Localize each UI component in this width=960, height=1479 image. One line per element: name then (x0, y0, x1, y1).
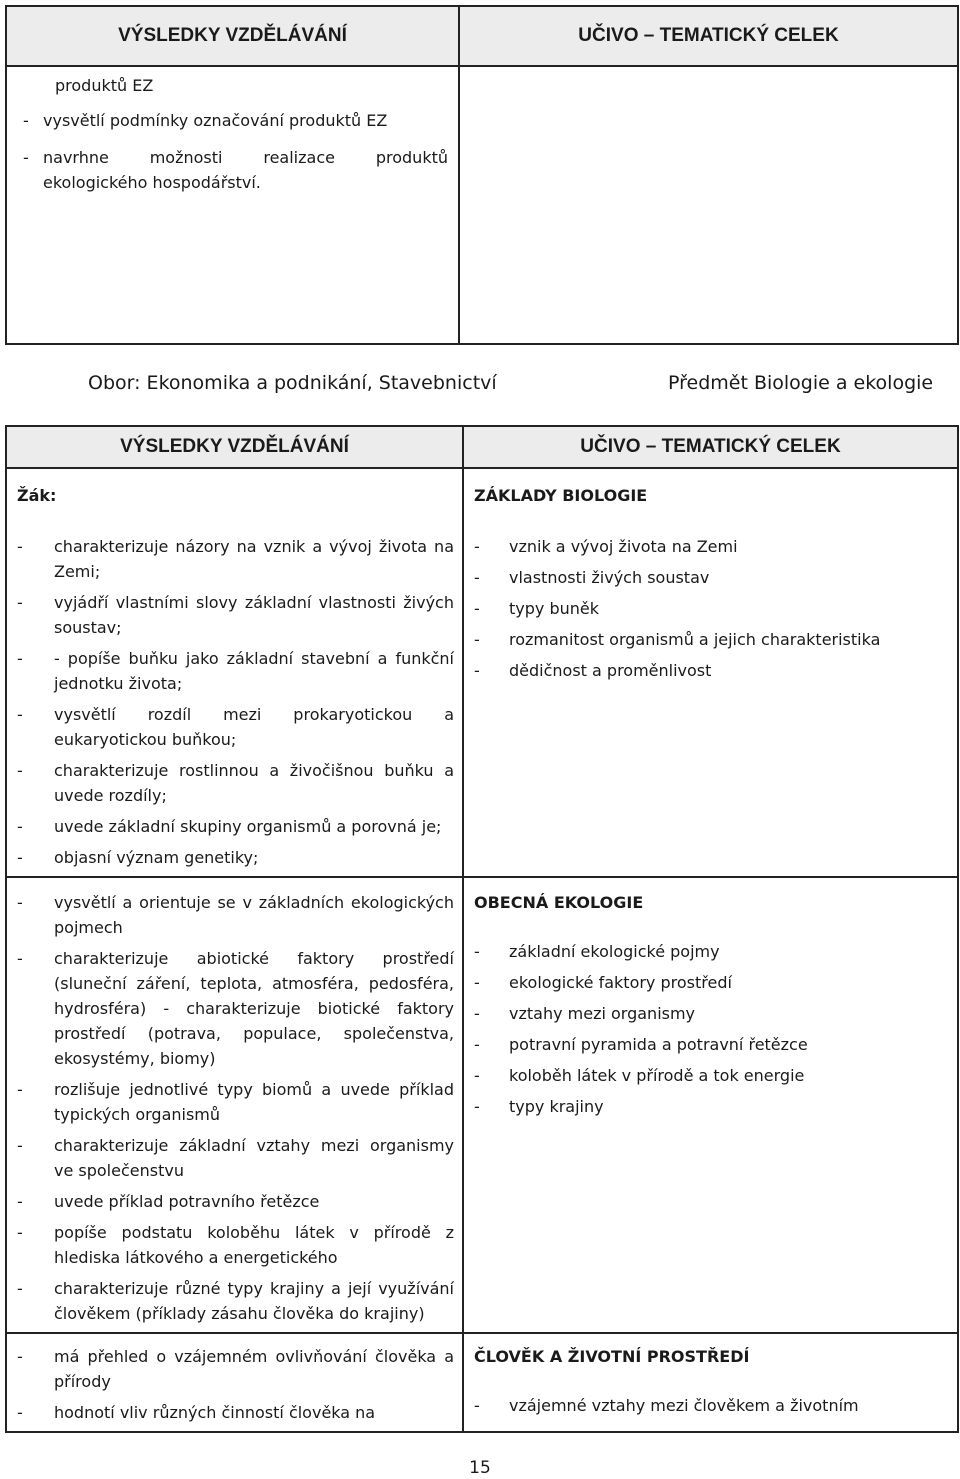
bullet-dash: - (474, 1066, 480, 1085)
list-item (17, 845, 454, 870)
list-item-text: vyjádří vlastními slovy základní vlastnosti živých soustav; (54, 593, 454, 637)
list-item (474, 534, 949, 559)
list-item-text: uvede základní skupiny organismů a porovná je; (54, 817, 442, 836)
field-of-study: Obor: Ekonomika a podnikání, Stavebnictví (88, 372, 497, 394)
list-item-text: potravní pyramida a potravní řetězce (509, 1035, 808, 1054)
list-item-text: - popíše buňku jako základní stavební a funkční jednotku života; (54, 649, 454, 693)
list-item-text: charakterizuje základní vztahy mezi organismy ve společenstvu (54, 1136, 454, 1180)
list-item (17, 590, 454, 640)
list-item-text: koloběh látek v přírodě a tok energie (509, 1066, 805, 1085)
page-number: 15 (469, 1458, 491, 1478)
list-item-text: objasní význam genetiky; (54, 848, 259, 867)
list-item (474, 1001, 949, 1026)
list-item-text: ekologické faktory prostředí (509, 973, 732, 992)
bullet-dash: - (17, 649, 23, 668)
list-item (474, 970, 949, 995)
bullet-dash: - (474, 1035, 480, 1054)
header-results: VÝSLEDKY VZDĚLÁVÁNÍ (6, 426, 463, 468)
list-item-text: typy krajiny (509, 1097, 604, 1116)
bullet-dash: - (474, 942, 480, 961)
bullet-dash: - (17, 1136, 23, 1155)
list-item-text: charakterizuje abiotické faktory prostředí (sluneční záření, teplota, atmosféra, pedosféra, hydrosféra) - charakterizuje biotické faktory prostředí (potrava, populace, společenstva, ekosystémy, biomy) (54, 949, 454, 1068)
list-item-text: vznik a vývoj života na Zemi (509, 537, 738, 556)
basics-left-cell (6, 468, 463, 877)
list-item-text: charakterizuje různé typy krajiny a její využívání člověkem (příklady zásahu člověka do krajiny) (54, 1279, 454, 1323)
list-item-text: charakterizuje rostlinnou a živočišnou buňku a uvede rozdíly; (54, 761, 454, 805)
subject-title: Předmět Biologie a ekologie (668, 372, 934, 394)
header-curriculum: UČIVO – TEMATICKÝ CELEK (463, 426, 958, 468)
section-title: OBECNÁ EKOLOGIE (474, 893, 644, 912)
list-item (474, 1063, 949, 1088)
list-item (17, 1344, 454, 1394)
bullet-dash: - (17, 1403, 23, 1422)
list-item-text: typy buněk (509, 599, 599, 618)
list-item-text: rozmanitost organismů a jejich charakteristika (509, 630, 881, 649)
list-item (474, 596, 949, 621)
list-item-text: uvede příklad potravního řetězce (54, 1192, 320, 1211)
list-item-text: vysvětlí a orientuje se v základních ekologických pojmech (54, 893, 454, 937)
bullet-dash: - (474, 1004, 480, 1023)
section-title: ČLOVĚK A ŽIVOTNÍ PROSTŘEDÍ (474, 1347, 750, 1366)
bullet-dash: - (17, 848, 23, 867)
bullet-dash: - (474, 630, 480, 649)
list-item (17, 702, 454, 752)
list-item-text: vzájemné vztahy mezi člověkem a životním (509, 1396, 859, 1415)
list-item (474, 1094, 949, 1119)
bullet-dash: - (17, 949, 23, 968)
list-item (474, 565, 949, 590)
list-item (474, 1393, 949, 1418)
list-item-text: hodnotí vliv různých činností člověka na (54, 1403, 376, 1422)
bullet-dash: - (17, 1192, 23, 1211)
section-title: ZÁKLADY BIOLOGIE (474, 486, 648, 505)
list-item (17, 646, 454, 696)
header-results: VÝSLEDKY VZDĚLÁVÁNÍ (6, 6, 459, 66)
list-item (474, 627, 949, 652)
bullet-dash: - (474, 1396, 480, 1415)
list-item-text: vlastnosti živých soustav (509, 568, 710, 587)
list-item (17, 814, 454, 839)
list-item (17, 1133, 454, 1183)
main-table (5, 425, 959, 1433)
list-item (17, 946, 454, 1071)
environment-right-cell (463, 1333, 958, 1432)
list-item (17, 534, 454, 584)
top-left-cell (6, 66, 459, 344)
bullet-dash: - (17, 1223, 23, 1242)
list-item (474, 1032, 949, 1057)
list-item-text: má přehled o vzájemném ovlivňování člověka a přírody (54, 1347, 454, 1391)
bullet-dash: - (474, 661, 480, 680)
list-item-text: vztahy mezi organismy (509, 1004, 696, 1023)
pupil-label: Žák: (17, 486, 57, 505)
bullet-dash: - (17, 817, 23, 836)
bullet-dash: - (474, 973, 480, 992)
bullet-dash: - (17, 705, 23, 724)
list-item-text: vysvětlí rozdíl mezi prokaryotickou a eukaryotickou buňkou; (54, 705, 454, 749)
top-right-cell (459, 66, 958, 344)
list-item (474, 939, 949, 964)
list-item (17, 1189, 454, 1214)
list-item-text: charakterizuje názory na vznik a vývoj života na Zemi; (54, 537, 454, 581)
bullet-dash: - (17, 1347, 23, 1366)
bullet-dash: - (474, 537, 480, 556)
bullet-dash: - (474, 1097, 480, 1116)
ecology-right-cell (463, 877, 958, 1333)
ecology-left-cell (6, 877, 463, 1333)
list-item-text: základní ekologické pojmy (509, 942, 720, 961)
list-item (17, 1077, 454, 1127)
list-item-text: popíše podstatu koloběhu látek v přírodě z hlediska látkového a energetického (54, 1223, 454, 1267)
bullet-dash: - (17, 1279, 23, 1298)
list-item (17, 1220, 454, 1270)
bullet-dash: - (17, 537, 23, 556)
list-item (17, 758, 454, 808)
list-item (17, 890, 454, 940)
list-item (17, 1400, 454, 1425)
list-item (474, 658, 949, 683)
environment-left-cell (6, 1333, 463, 1432)
list-item (17, 1276, 454, 1326)
list-item: - navrhne možnosti realizace produktů ekologického hospodářství. (23, 148, 448, 192)
continued-text: produktů EZ (55, 76, 154, 95)
bullet-dash: - (17, 593, 23, 612)
header-curriculum: UČIVO – TEMATICKÝ CELEK (459, 6, 958, 66)
bullet-dash: - (474, 599, 480, 618)
bullet-dash: - (17, 1080, 23, 1099)
basics-right-cell (463, 468, 958, 877)
top-table (5, 5, 959, 345)
bullet-dash: - (17, 761, 23, 780)
list-item-text: dědičnost a proměnlivost (509, 661, 712, 680)
bullet-dash: - (474, 568, 480, 587)
list-item-text: rozlišuje jednotlivé typy biomů a uvede příklad typických organismů (54, 1080, 454, 1124)
bullet-dash: - (17, 893, 23, 912)
list-item: - vysvětlí podmínky označování produktů EZ (23, 111, 388, 130)
